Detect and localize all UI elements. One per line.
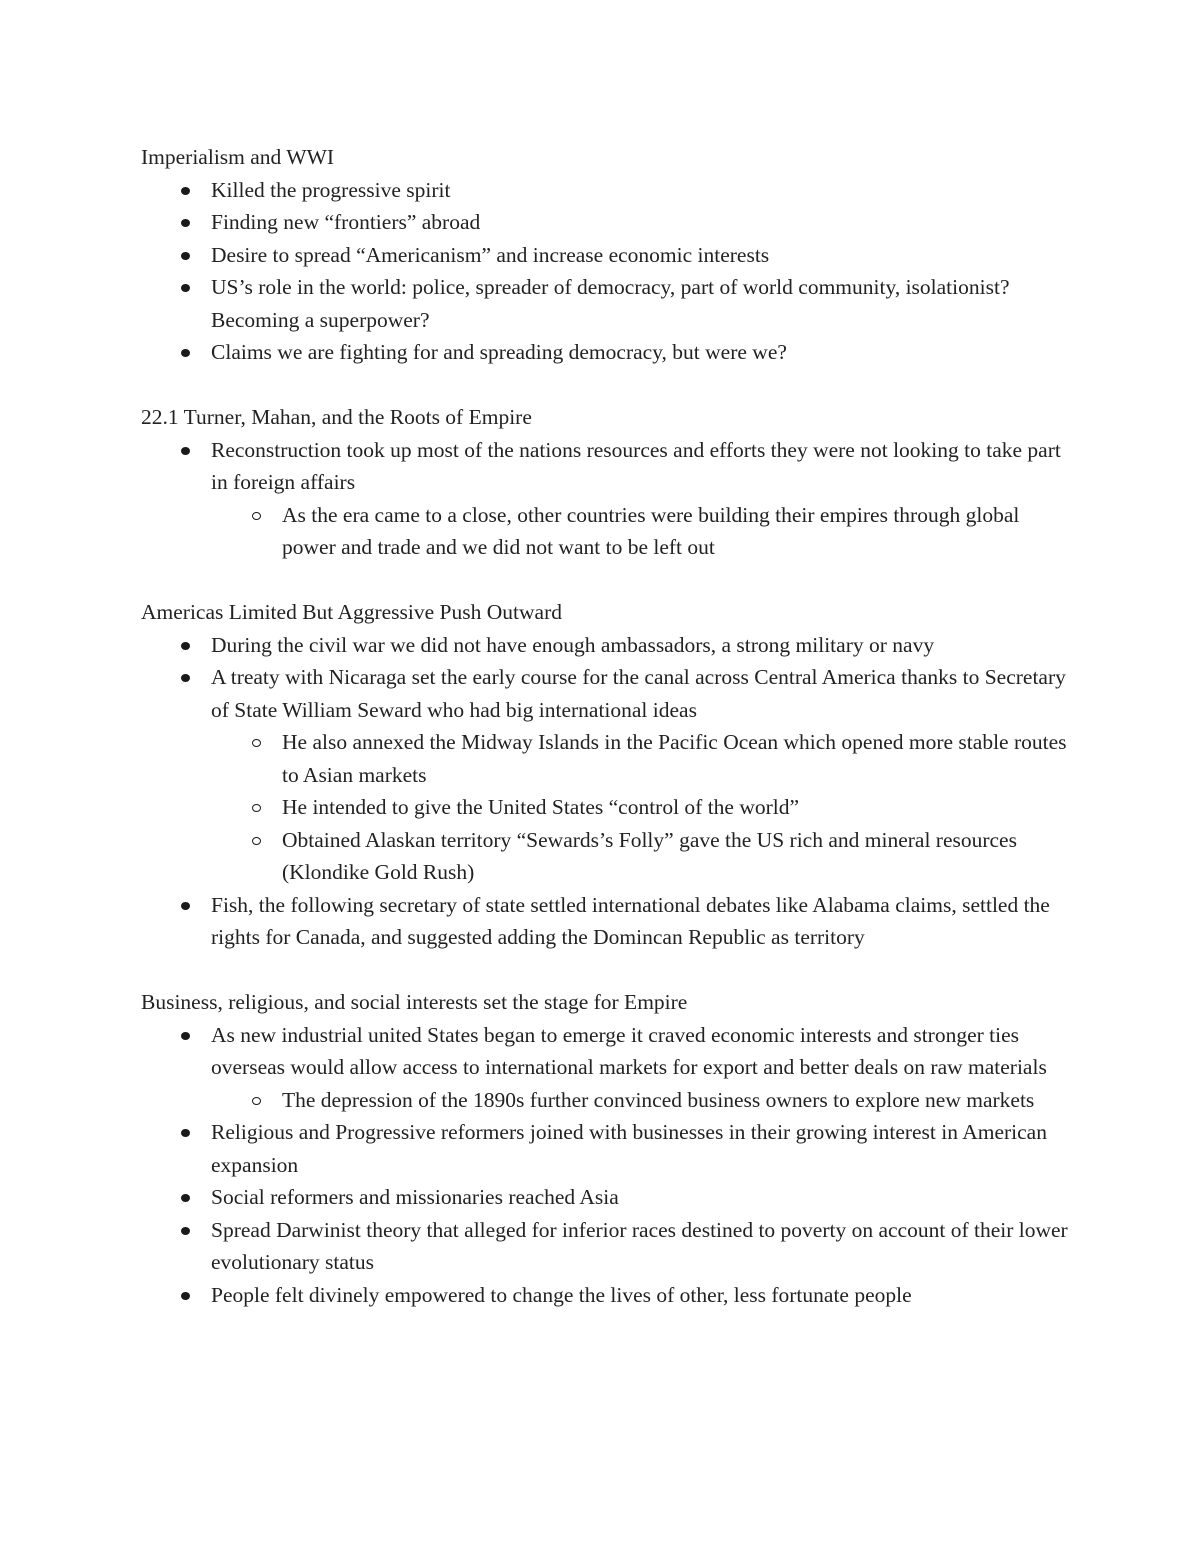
bullet-icon <box>181 1032 190 1040</box>
list-item-text: Finding new “frontiers” abroad <box>211 210 481 234</box>
bullet-icon <box>181 252 190 260</box>
bullet-icon <box>181 642 190 650</box>
sub-list-item <box>282 1084 1071 1117</box>
list-item-text: People felt divinely empowered to change the lives of other, less fortunate people <box>211 1282 912 1307</box>
list-item-text: During the civil war we did not have enough ambassadors, a strong military or navy <box>211 632 935 657</box>
sub-list-item <box>282 791 1071 824</box>
bullet-list <box>141 1019 1071 1312</box>
list-item <box>211 206 1071 239</box>
hollow-bullet-icon <box>252 512 261 520</box>
list-item-text: Social reformers and missionaries reached Asia <box>211 1185 619 1209</box>
list-item-text: Spread Darwinist theory that alleged for inferior races destined to poverty on account of their lower evolutionary status <box>211 1217 1068 1274</box>
bullet-list <box>141 434 1071 564</box>
sub-list-item-text: The depression of the 1890s further convinced business owners to explore new markets <box>282 1087 1035 1112</box>
list-item <box>211 1279 1071 1312</box>
section-heading: 22.1 Turner, Mahan, and the Roots of Empire <box>141 405 532 429</box>
bullet-list <box>141 629 1071 954</box>
list-item <box>211 239 1071 272</box>
list-item-text: Desire to spread “Americanism” and increase economic interests <box>211 242 770 267</box>
list-item <box>211 271 1071 336</box>
list-item <box>211 661 1071 889</box>
bullet-list <box>141 174 1071 369</box>
section-roots-of-empire <box>141 401 1071 564</box>
list-item-text: Reconstruction took up most of the nations resources and efforts they were not looking to take part in foreign affairs <box>211 437 1061 494</box>
section-heading: Imperialism and WWI <box>141 145 335 169</box>
sub-bullet-list <box>211 499 1071 564</box>
sub-list-item-text: Obtained Alaskan territory “Sewards’s Folly” gave the US rich and mineral resources (Klondike Gold Rush) <box>282 827 1017 884</box>
sub-bullet-list <box>211 726 1071 889</box>
list-item <box>211 629 1071 662</box>
list-item <box>211 1116 1071 1181</box>
hollow-bullet-icon <box>252 804 261 812</box>
list-item <box>211 1181 1071 1214</box>
list-item-text: Fish, the following secretary of state settled international debates like Alabama claims, settled the rights for Canada, and suggested adding the Domincan Republic as territory <box>211 892 1050 949</box>
sub-list-item <box>282 499 1071 564</box>
sub-list-item-text: He intended to give the United States “control of the world” <box>282 795 800 819</box>
list-item <box>211 1214 1071 1279</box>
list-item <box>211 889 1071 954</box>
section-push-outward <box>141 596 1071 954</box>
bullet-icon <box>181 284 190 292</box>
list-item-text: A treaty with Nicaraga set the early course for the canal across Central America thanks to Secretary of State William Seward who had big international ideas <box>211 665 1066 722</box>
sub-list-item <box>282 726 1071 791</box>
bullet-icon <box>181 1194 190 1202</box>
bullet-icon <box>181 1129 190 1137</box>
sub-list-item <box>282 824 1071 889</box>
list-item <box>211 434 1071 564</box>
list-item-text: As new industrial united States began to emerge it craved economic interests and stronger ties overseas would allow access to international markets for export and better deals on raw materials <box>211 1022 1047 1079</box>
bullet-icon <box>181 1227 190 1235</box>
hollow-bullet-icon <box>252 739 261 747</box>
sub-bullet-list <box>211 1084 1071 1117</box>
bullet-icon <box>181 902 190 910</box>
bullet-icon <box>181 187 190 195</box>
sub-list-item-text: As the era came to a close, other countries were building their empires through global power and trade and we did not want to be left out <box>282 502 1020 559</box>
list-item <box>211 1019 1071 1117</box>
document-body <box>141 141 1071 1344</box>
hollow-bullet-icon <box>252 1097 261 1105</box>
bullet-icon <box>181 447 190 455</box>
bullet-icon <box>181 1292 190 1300</box>
list-item-text: US’s role in the world: police, spreader of democracy, part of world community, isolationist? Becoming a superpower? <box>211 275 1010 332</box>
sub-list-item-text: He also annexed the Midway Islands in the Pacific Ocean which opened more stable routes to Asian markets <box>282 730 1067 787</box>
list-item-text: Religious and Progressive reformers joined with businesses in their growing interest in American expansion <box>211 1120 1047 1177</box>
section-heading: Business, religious, and social interests set the stage for Empire <box>141 990 688 1014</box>
list-item <box>211 174 1071 207</box>
section-imperialism <box>141 141 1071 369</box>
list-item-text: Killed the progressive spirit <box>211 177 451 202</box>
section-business-religious-social <box>141 986 1071 1311</box>
bullet-icon <box>181 219 190 227</box>
section-heading: Americas Limited But Aggressive Push Outward <box>141 600 562 624</box>
bullet-icon <box>181 674 190 682</box>
list-item-text: Claims we are fighting for and spreading democracy, but were we? <box>211 340 787 364</box>
bullet-icon <box>181 349 190 357</box>
hollow-bullet-icon <box>252 837 261 845</box>
list-item <box>211 336 1071 369</box>
